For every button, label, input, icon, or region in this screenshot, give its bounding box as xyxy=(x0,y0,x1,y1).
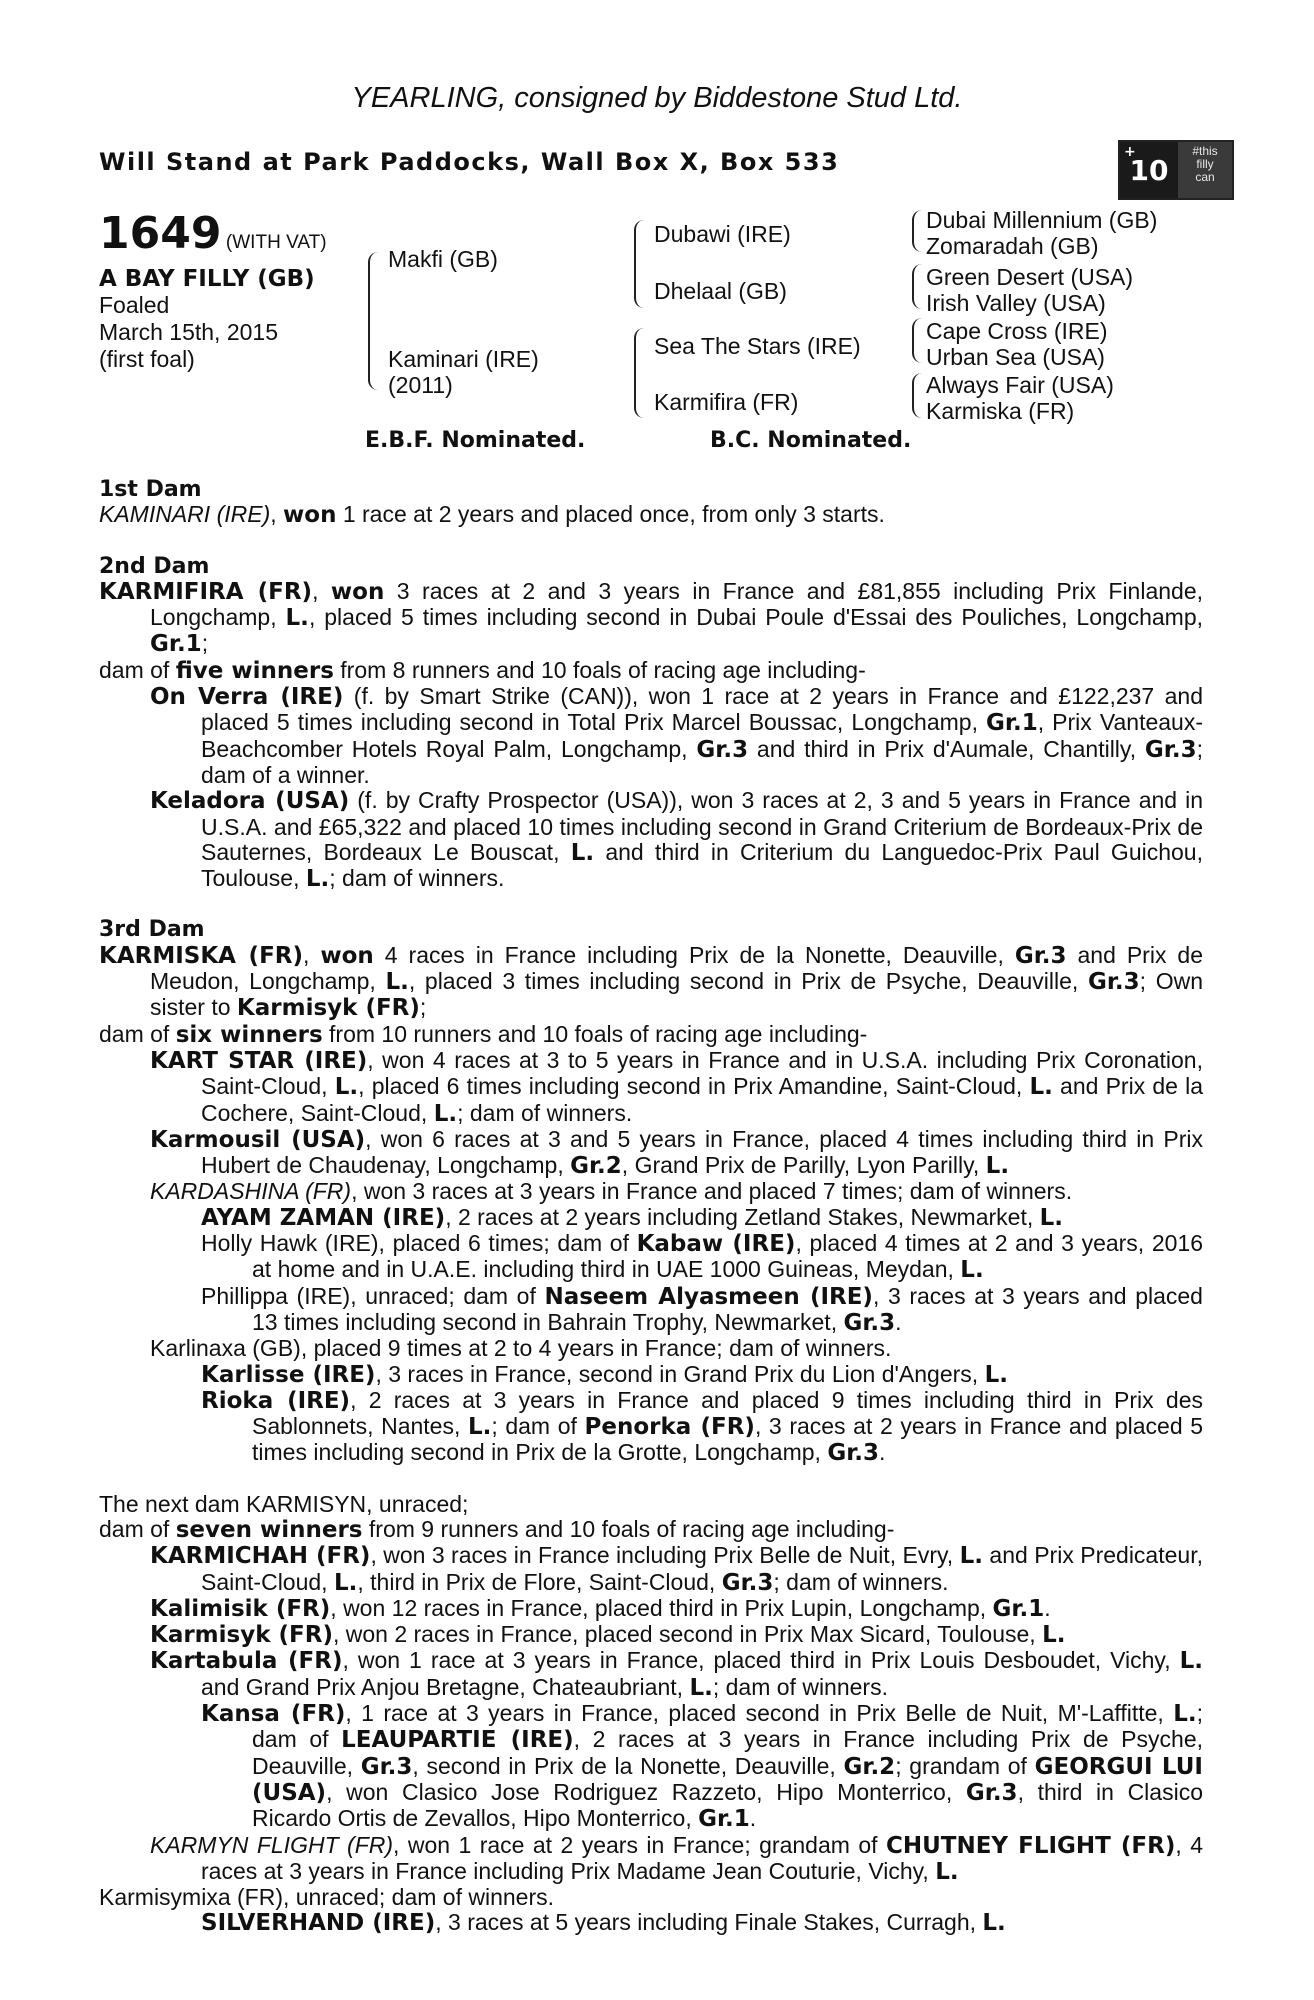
produce-holly-hawk: Holly Hawk (IRE), placed 6 times; dam of Kabaw (IRE), placed 4 times at 2 and 3 years, 2016 at home and in U.A.E. including third in UAE 1000 Guineas, Meydan, L. xyxy=(201,1230,1203,1284)
sire-dam: Dhelaal (GB) xyxy=(654,278,787,304)
sire-sire-dam: Zomaradah (GB) xyxy=(926,233,1099,259)
produce-on-verra: On Verra (IRE) (f. by Smart Strike (CAN)), won 1 race at 2 years in France and £122,237 and placed 5 times including second in Total Prix Marcel Boussac, Longchamp, Gr.1, Prix Vanteaux-Beachcomber Hotels Royal Palm, Longchamp, Gr.3 and third in Prix d'Aumale, Chantilly, Gr.3; dam of a winner. xyxy=(150,683,1203,788)
pedigree-brace-dam-side xyxy=(634,328,646,418)
foal-note: (first foal) xyxy=(99,346,195,372)
dam-sire-dam: Urban Sea (USA) xyxy=(926,344,1105,370)
lot-name: A BAY FILLY (GB) xyxy=(99,266,315,292)
dam-year: (2011) xyxy=(388,372,453,398)
foaled-date: March 15th, 2015 xyxy=(99,319,279,345)
second-dam-paragraph: KARMIFIRA (FR), won 3 races at 2 and 3 years in France and £81,855 including Prix Finlande, Longchamp, L., placed 5 times including second in Dubai Poule d'Essai des Pouliches, Longchamp, Gr.1; xyxy=(99,577,1204,658)
produce-phillippa: Phillippa (IRE), unraced; dam of Naseem Alyasmeen (IRE), 3 races at 3 years and placed 13 times including second in Bahrain Trophy, Newmarket, Gr.3. xyxy=(201,1282,1203,1336)
lot-number-line xyxy=(99,208,327,259)
sire-name: Makfi (GB) xyxy=(388,246,498,272)
pedigree-brace-sea-the-stars xyxy=(912,318,922,363)
produce-karmisyk: Karmisyk (FR), won 2 races in France, placed second in Prix Max Sicard, Toulouse, L. xyxy=(150,1621,1066,1649)
dam-sire: Sea The Stars (IRE) xyxy=(654,333,861,359)
pedigree-brace-dubawi xyxy=(912,210,922,252)
produce-kartabula: Kartabula (FR), won 1 race at 3 years in France, placed third in Prix Louis Desboudet, Vichy, L. and Grand Prix Anjou Bretagne, Chateaubriant, L.; dam of winners. xyxy=(150,1647,1203,1701)
pedigree-notes xyxy=(99,477,1203,1937)
dam-dam-dam: Karmiska (FR) xyxy=(926,398,1075,424)
second-dam-produce-line: dam of five winners from 8 runners and 10 foals of racing age including- xyxy=(99,656,866,684)
produce-kansa: Kansa (FR), 1 race at 3 years in France, placed second in Prix Belle de Nuit, M'-Laffitte, L.; dam of LEAUPARTIE (IRE), 2 races at 3 years in France including Prix de Psyche, Deauville, Gr.3, second in Prix de la Nonette, Deauville, Gr.2; grandam of GEORGUI LUI (USA), won Clasico Jose Rodriguez Razzeto, Hipo Monterrico, Gr.3, third in Clasico Ricardo Ortis de Zevallos, Hipo Monterrico, Gr.1. xyxy=(201,1700,1203,1833)
produce-ayam-zaman: AYAM ZAMAN (IRE), 2 races at 2 years including Zetland Stakes, Newmarket, L. xyxy=(201,1203,1064,1231)
plus-ten-logo: + 10 xyxy=(1120,142,1178,198)
sire-dam-sire: Green Desert (USA) xyxy=(926,264,1134,290)
pedigree-brace-gen1 xyxy=(368,252,380,390)
hashtag-logo: #this filly can xyxy=(1178,142,1232,198)
produce-silverhand: SILVERHAND (IRE), 3 races at 5 years including Finale Stakes, Curragh, L. xyxy=(201,1909,1006,1937)
pedigree-brace-sire-side xyxy=(634,220,646,308)
this-filly-can-badge xyxy=(1118,140,1234,200)
third-dam-produce-line: dam of six winners from 10 runners and 10 foals of racing age including- xyxy=(99,1020,868,1048)
second-dam-heading: 2nd Dam xyxy=(99,553,210,579)
sire-dam-dam: Irish Valley (USA) xyxy=(926,290,1106,316)
dam-dam: Karmifira (FR) xyxy=(654,389,799,415)
sire-sire-sire: Dubai Millennium (GB) xyxy=(926,207,1158,233)
foaled-label: Foaled xyxy=(99,292,170,318)
produce-karmousil: Karmousil (USA), won 6 races at 3 and 5 years in France, placed 4 times including third in Prix Hubert de Chaudenay, Longchamp, Gr.2, Grand Prix de Parilly, Lyon Parilly, L. xyxy=(150,1125,1203,1180)
dam-dam-sire: Always Fair (USA) xyxy=(926,372,1114,398)
produce-kardashina: KARDASHINA (FR), won 3 races at 3 years in France and placed 7 times; dam of winners. xyxy=(150,1178,1073,1205)
third-dam-paragraph: KARMISKA (FR), won 4 races in France including Prix de la Nonette, Deauville, Gr.3 and Prix de Meudon, Longchamp, L., placed 3 times including second in Prix de Psyche, Deauville, Gr.3; Own sister to Karmisyk (FR); xyxy=(99,941,1203,1022)
sire-sire: Dubawi (IRE) xyxy=(654,221,791,247)
produce-kart-star: KART STAR (IRE), won 4 races at 3 to 5 years in France and in U.S.A. including Prix Coronation, Saint-Cloud, L., placed 6 times including second in Prix Amandine, Saint-Cloud, L. and Prix de la Cochere, Saint-Cloud, L.; dam of winners. xyxy=(150,1046,1204,1127)
stand-location: Will Stand at Park Paddocks, Wall Box X, Box 533 xyxy=(99,148,840,176)
produce-karmyn-flight: KARMYN FLIGHT (FR), won 1 race at 2 years in France; grandam of CHUTNEY FLIGHT (FR), 4 races at 3 years in France including Prix Madame Jean Couturie, Vichy, L. xyxy=(150,1831,1203,1885)
first-dam-paragraph: KAMINARI (IRE), won 1 race at 2 years and placed once, from only 3 starts. xyxy=(99,501,885,529)
dam-name: Kaminari (IRE) xyxy=(388,346,539,372)
produce-rioka: Rioka (IRE), 2 races at 3 years in France and placed 9 times including third in Prix des Sablonnets, Nantes, L.; dam of Penorka (FR), 3 races at 2 years in France and placed 5 times including second in Prix de la Grotte, Longchamp, Gr.3. xyxy=(201,1386,1204,1467)
third-dam-heading: 3rd Dam xyxy=(99,917,205,943)
consignment-title: YEARLING, consigned by Biddestone Stud Ltd. xyxy=(351,82,963,114)
pedigree-brace-dhelaal xyxy=(912,264,922,309)
produce-keladora: Keladora (USA) (f. by Crafty Prospector (USA)), won 3 races at 2, 3 and 5 years in France and in U.S.A. and £65,322 and placed 10 times including second in Grand Criterium de Bordeaux-Prix de Sauternes, Bordeaux Le Bouscat, L. and third in Criterium du Languedoc-Prix Paul Guichou, Toulouse, L.; dam of winners. xyxy=(150,787,1203,893)
produce-kalimisik: Kalimisik (FR), won 12 races in France, placed third in Prix Lupin, Longchamp, Gr.1. xyxy=(150,1594,1051,1622)
produce-karlinaxa: Karlinaxa (GB), placed 9 times at 2 to 4 years in France; dam of winners. xyxy=(150,1335,892,1362)
vat-note: (WITH VAT) xyxy=(225,232,327,253)
produce-karlisse: Karlisse (IRE), 3 races in France, second in Grand Prix du Lion d'Angers, L. xyxy=(201,1360,1008,1388)
dam-sire-sire: Cape Cross (IRE) xyxy=(926,318,1108,344)
produce-karmichah: KARMICHAH (FR), won 3 races in France including Prix Belle de Nuit, Evry, L. and Prix Predicateur, Saint-Cloud, L., third in Prix de Flore, Saint-Cloud, Gr.3; dam of winners. xyxy=(150,1542,1203,1596)
bc-nominated: B.C. Nominated. xyxy=(710,428,912,453)
first-dam-heading: 1st Dam xyxy=(99,477,202,502)
produce-karmisymixa: Karmisymixa (FR), unraced; dam of winners. xyxy=(99,1884,555,1911)
next-dam-line: The next dam KARMISYN, unraced; xyxy=(99,1490,469,1517)
pedigree-brace-karmifira xyxy=(912,373,922,418)
next-dam-produce-line: dam of seven winners from 9 runners and 10 foals of racing age including- xyxy=(99,1515,895,1543)
lot-number: 1649 xyxy=(99,208,222,259)
ebf-nominated: E.B.F. Nominated. xyxy=(365,428,586,453)
